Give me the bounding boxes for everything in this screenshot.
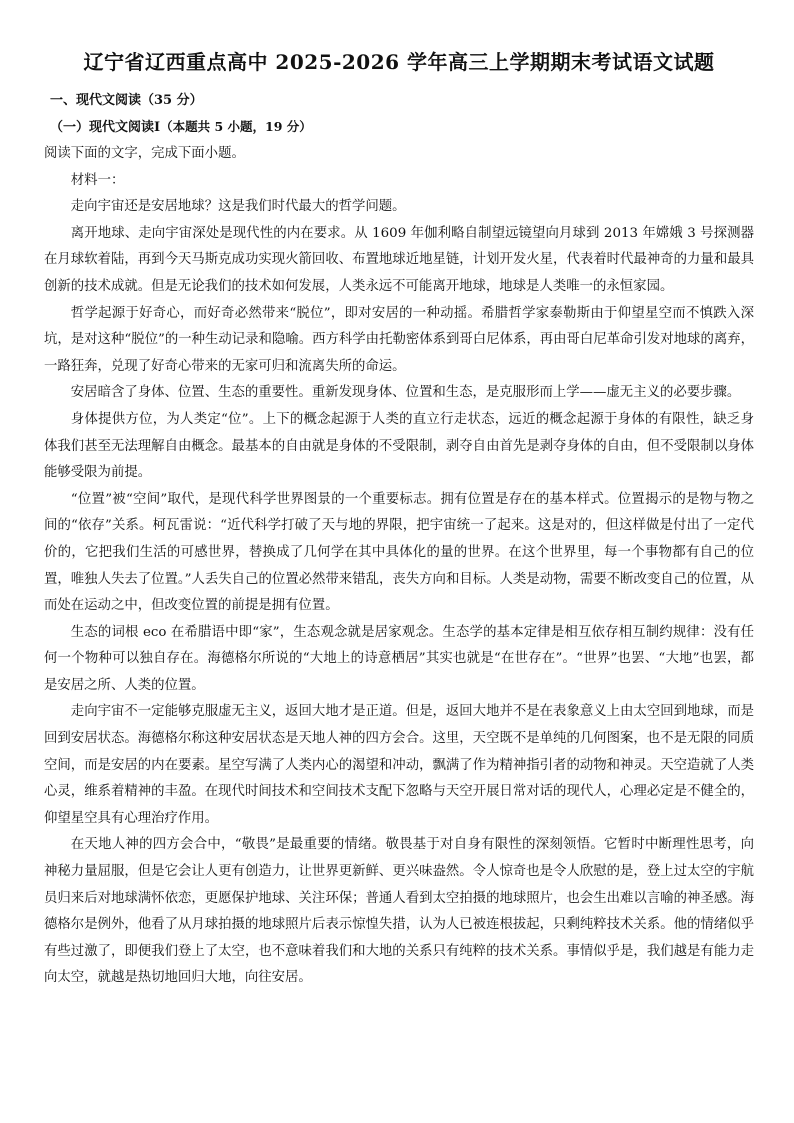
paragraph: 走向宇宙还是安居地球？这是我们时代最大的哲学问题。 (70, 199, 406, 215)
paragraph: 哲学起源于好奇心，而好奇必然带来“脱位”，即对安居的一种动摇。希腊哲学家泰勒斯由于仰望星空而不慎跌入深坑，是对这种“脱位”的一种生动记录和隐喻。西方科学由托勒密体系到哥白尼体系，再由哥白尼革命引发对地球的离弃，一路狂奔，兑现了好奇心带来的无家可归和流离失所的命运。 (44, 305, 754, 374)
paragraph: 生态的词根 eco 在希腊语中即“家”，生态观念就是居家观念。生态学的基本定律是相互依存相互制约规律：没有任何一个物种可以独自存在。海德格尔所说的“大地上的诗意栖居”其实也就是“在世存在”。“世界”也罢、“大地”也罢，都是安居之所、人类的位置。 (44, 624, 754, 693)
paragraph: 离开地球、走向宇宙深处是现代性的内在要求。从 1609 年伽利略自制望远镜望向月球到 2013 年嫦娥 3 号探测器在月球软着陆，再到今天马斯克成功实现火箭回收、布置地球近地星链，计划开发火星，代表着时代最神奇的力量和最具创新的技术成就。但是无论我们的技术如何发展，人类永远不可能离开地球，地球是人类唯一的永恒家园。 (44, 225, 754, 294)
section-heading: 一、现代文阅读（35 分） (50, 93, 203, 108)
exam-title: 辽宁省辽西重点高中 2025-2026 学年高三上学期期末考试语文试题 (83, 50, 715, 74)
paragraph: 走向宇宙不一定能够克服虚无主义，返回大地才是正道。但是，返回大地并不是在表象意义上由太空回到地球，而是回到安居状态。海德格尔称这种安居状态是天地人神的四方会合。这里，天空既不是单纯的几何图案，也不是无限的同质空间，而是安居的内在要素。星空写满了人类内心的渴望和冲动，飘满了作为精神指引者的动物和神灵。天空造就了人类心灵，维系着精神的丰盈。在现代时间技术和空间技术支配下忽略与天空开展日常对话的现代人，心理必定是不健全的，仰望星空具有心理治疗作用。 (44, 704, 754, 826)
paragraph: 安居暗含了身体、位置、生态的重要性。重新发现身体、位置和生态，是克服形而上学——虚无主义的必要步骤。 (70, 385, 741, 401)
subsection-label: （一）现代文阅读Ⅰ (50, 120, 161, 135)
paragraph: 在天地人神的四方会合中，“敬畏”是最重要的情绪。敬畏基于对自身有限性的深刻领悟。它暂时中断理性思考，向神秘力量屈服，但是它会让人更有创造力，让世界更新鲜、更兴味盎然。令人惊奇也是令人欣慰的是，登上过太空的宇航员归来后对地球满怀依恋，更愿保护地球、关注环保；普通人看到太空拍摄的地球照片，也会生出难以言喻的神圣感。海德格尔是例外，他看了从月球拍摄的地球照片后表示惊惶失措，认为人已被连根拔起，只剩纯粹技术关系。他的情绪似乎有些过激了，即便我们登上了太空，也不意味着我们和大地的关系只有纯粹的技术关系。事情似乎是，我们越是有能力走向太空，就越是热切地回归大地，向往安居。 (44, 837, 754, 986)
subsection-heading (50, 116, 754, 139)
paragraph: 身体提供方位，为人类定“位”。上下的概念起源于人类的直立行走状态，远近的概念起源于身体的有限性，缺乏身体我们甚至无法理解自由概念。最基本的自由就是身体的不受限制，剥夺自由首先是剥夺身体的自由，但不受限制以身体能够受限为前提。 (44, 411, 754, 481)
material-label: 材料一： (70, 172, 125, 188)
instruction-text: 阅读下面的文字，完成下面小题。 (44, 146, 245, 161)
paragraph: “位置”被“空间”取代，是现代科学世界图景的一个重要标志。拥有位置是存在的基本样式。位置揭示的是物与物之间的“依存”关系。柯瓦雷说：“近代科学打破了天与地的界限，把宇宙统一了起来。这是对的，但这样做是付出了一定代价的，它把我们生活的可感世界，替换成了几何学在其中具体化的量的世界。在这个世界里，每一个事物都有自己的位置，唯独人失去了位置。”人丢失自己的位置必然带来错乱，丧失方向和目标。人类是动物，需要不断改变自己的位置，从而处在运动之中，但改变位置的前提是拥有位置。 (44, 491, 754, 614)
subsection-note: （本题共 5 小题，19 分） (160, 119, 312, 134)
